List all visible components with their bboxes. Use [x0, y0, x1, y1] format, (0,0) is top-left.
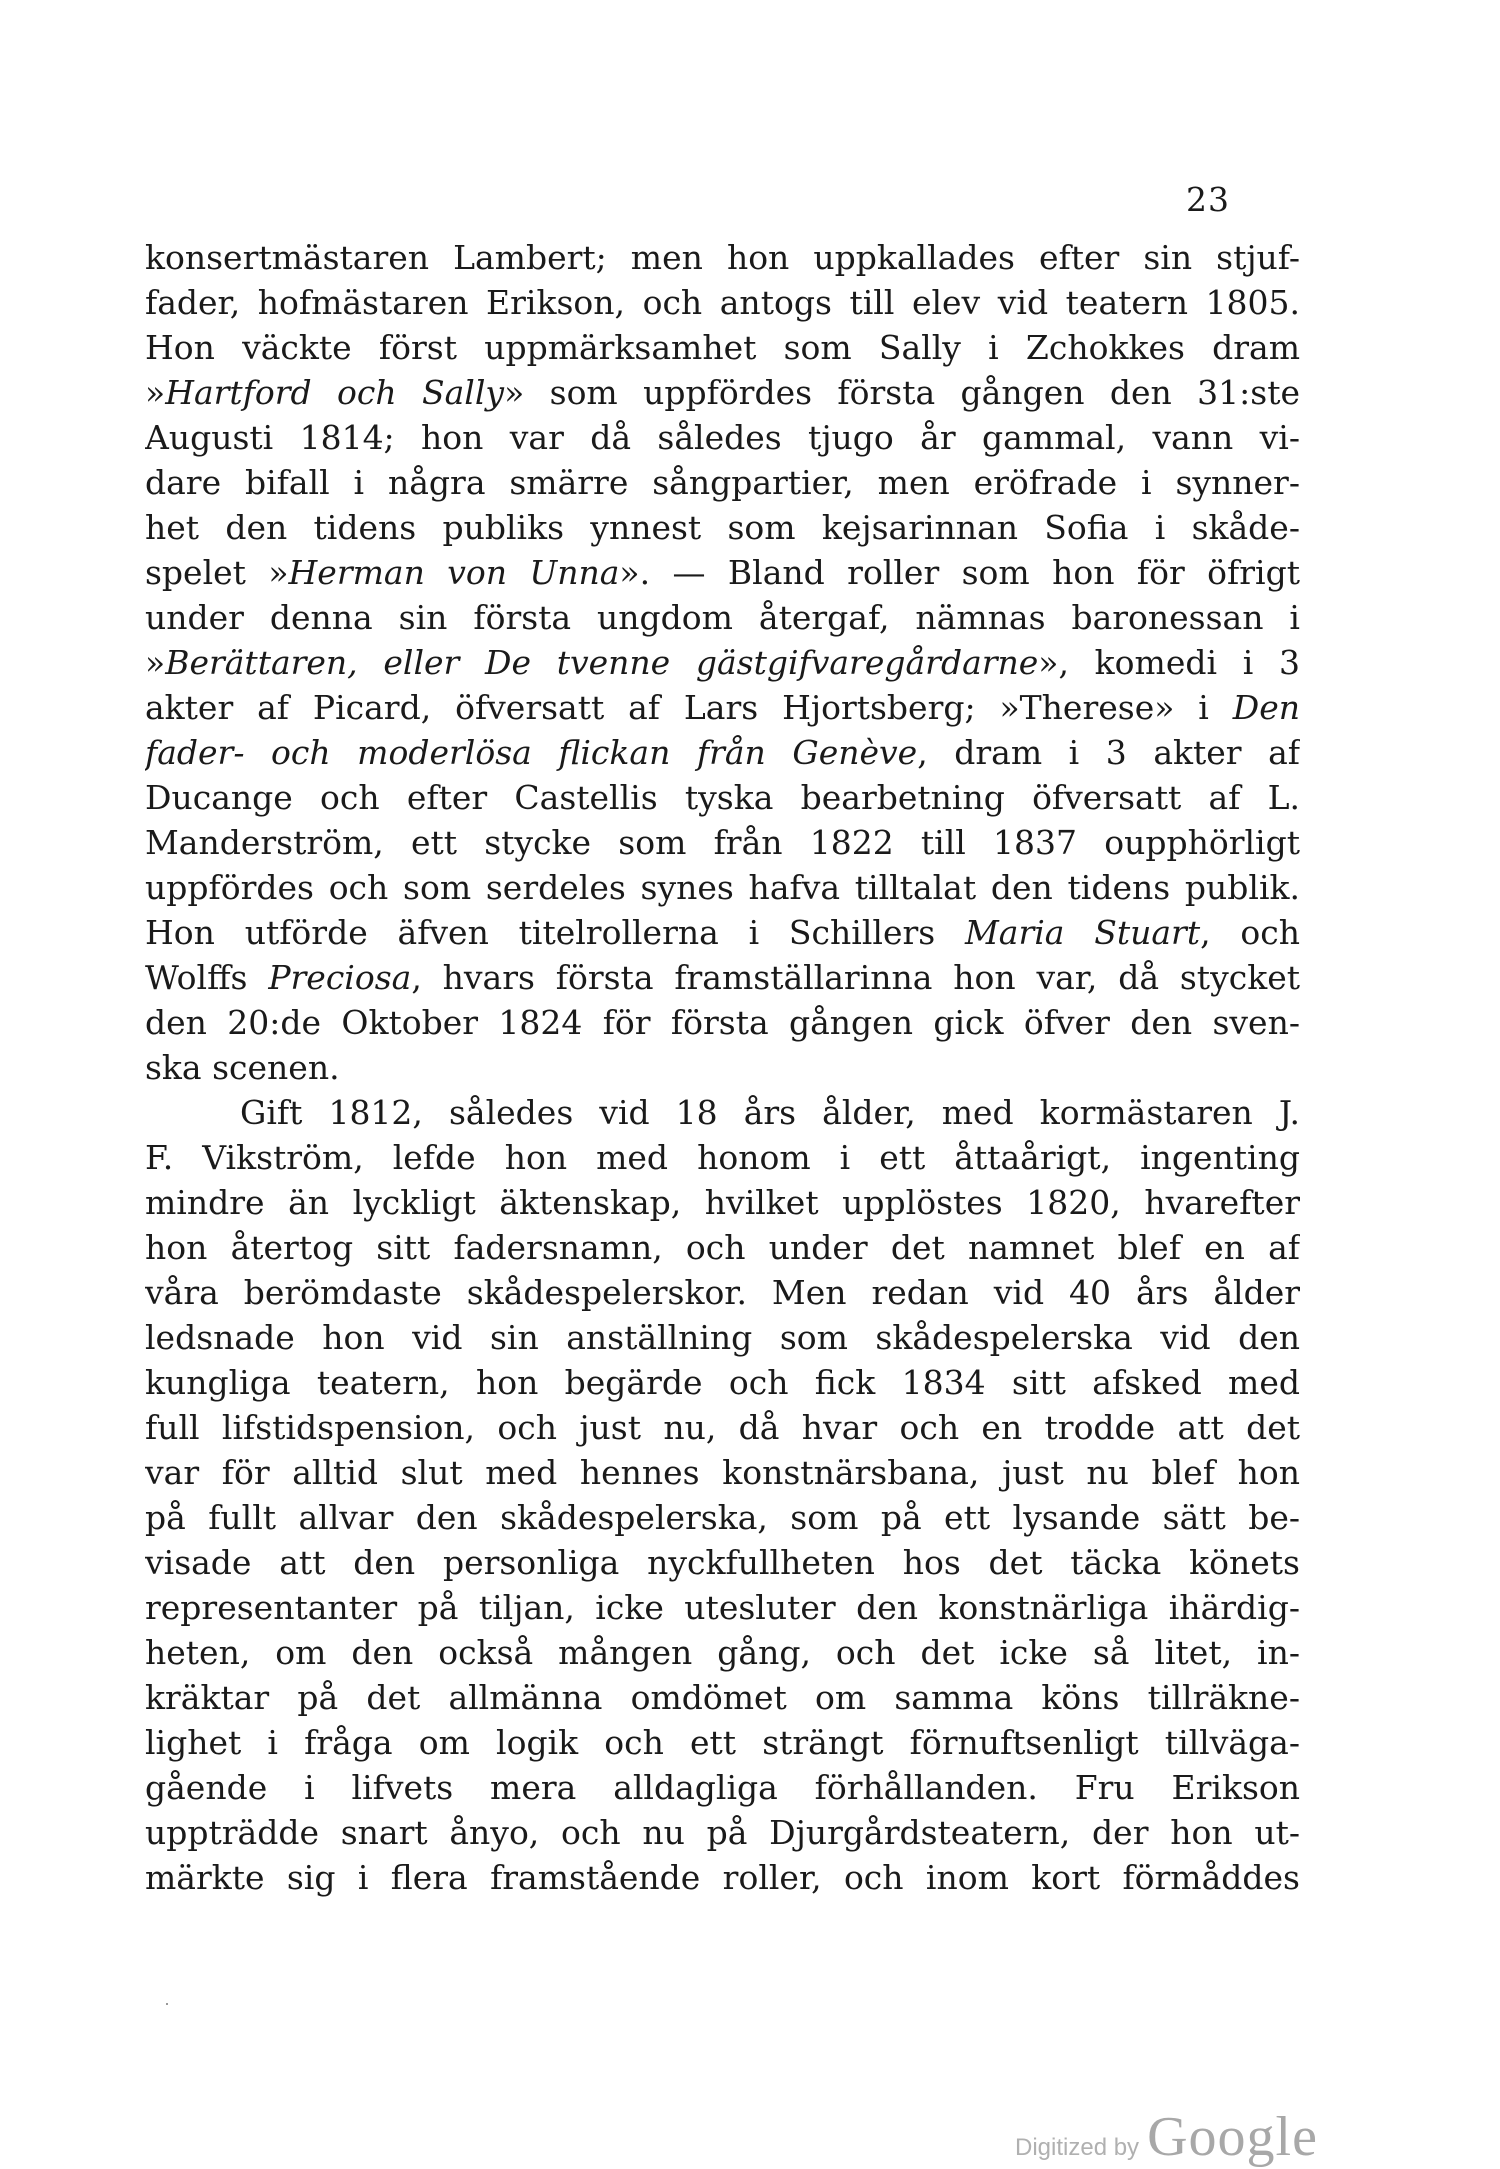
text-line	[145, 1180, 1300, 1225]
text-line	[145, 370, 1300, 415]
italic-title: Maria Stuart	[964, 913, 1201, 952]
text-line	[145, 1090, 1300, 1135]
scan-speck	[166, 2003, 168, 2005]
text-run: Hon väckte först uppmärksamhet som Sally i Zchokkes dram	[145, 328, 1300, 367]
text-line	[145, 595, 1300, 640]
text-line	[145, 235, 1300, 280]
text-line	[145, 505, 1300, 550]
text-run: spelet »	[145, 553, 289, 592]
text-run: Ducange och efter Castellis tyska bearbetning öfversatt af L.	[145, 778, 1300, 817]
text-line	[145, 1045, 1300, 1090]
text-run: ledsnade hon vid sin anställning som skådespelerska vid den	[145, 1318, 1300, 1357]
italic-title: Preciosa	[268, 958, 412, 997]
italic-title: Herman von Unna	[288, 553, 620, 592]
text-line	[145, 550, 1300, 595]
text-run: under denna sin första ungdom återgaf, nämnas baronessan i	[145, 598, 1300, 637]
page-number: 23	[1186, 180, 1230, 219]
text-line	[145, 1450, 1300, 1495]
text-line	[145, 1585, 1300, 1630]
text-run: »	[145, 373, 166, 412]
text-line	[145, 280, 1300, 325]
text-line	[145, 730, 1300, 775]
text-line	[145, 1315, 1300, 1360]
text-line	[145, 865, 1300, 910]
text-run: het den tidens publiks ynnest som kejsarinnan Sofia i skåde-	[145, 508, 1300, 547]
text-run: Wolffs	[145, 958, 269, 997]
text-run: var för alltid slut med hennes konstnärsbana, just nu blef hon	[145, 1453, 1300, 1492]
text-run: dare bifall i några smärre sångpartier, men eröfrade i synner-	[145, 463, 1300, 502]
text-run: mindre än lyckligt äktenskap, hvilket upplöstes 1820, hvarefter	[145, 1183, 1300, 1222]
text-run: », komedi i 3	[1038, 643, 1300, 682]
text-run: » som uppfördes första gången den 31:ste	[504, 373, 1300, 412]
text-line	[145, 1000, 1300, 1045]
body-text	[145, 235, 1300, 1900]
text-run: uppfördes och som serdeles synes hafva tilltalat den tidens publik.	[145, 868, 1300, 907]
text-line	[145, 1810, 1300, 1855]
text-run: våra berömdaste skådespelerskor. Men redan vid 40 års ålder	[145, 1273, 1300, 1312]
text-line	[145, 460, 1300, 505]
text-run: gående i lifvets mera alldagliga förhållanden. Fru Erikson	[145, 1768, 1300, 1807]
text-run: konsertmästaren Lambert; men hon uppkallades efter sin stjuf-	[145, 238, 1300, 277]
digitized-watermark	[1015, 2105, 1318, 2168]
italic-title: fader- och moderlösa flickan från Genève	[145, 733, 918, 772]
text-run: hon återtog sitt fadersnamn, och under det namnet blef en af	[145, 1228, 1300, 1267]
text-run: , och	[1200, 913, 1300, 952]
text-run: Hon utförde äfven titelrollerna i Schillers	[145, 913, 965, 952]
text-line	[145, 910, 1300, 955]
text-line	[145, 775, 1300, 820]
text-line	[145, 820, 1300, 865]
text-run: Gift 1812, således vid 18 års ålder, med kormästaren J.	[240, 1093, 1300, 1132]
text-run: visade att den personliga nyckfullheten hos det täcka könets	[145, 1543, 1300, 1582]
text-run: fader, hofmästaren Erikson, och antogs till elev vid teatern 1805.	[145, 283, 1300, 322]
text-run: ska scenen.	[145, 1048, 340, 1087]
digitized-prefix: Digitized by	[1015, 2134, 1140, 2161]
text-line	[145, 1765, 1300, 1810]
text-line	[145, 1495, 1300, 1540]
text-run: ». — Bland roller som hon för öfrigt	[619, 553, 1300, 592]
text-line	[145, 640, 1300, 685]
text-run: märkte sig i flera framstående roller, och inom kort förmåddes	[145, 1858, 1300, 1897]
text-line	[145, 1135, 1300, 1180]
text-run: F. Vikström, lefde hon med honom i ett åttaårigt, ingenting	[145, 1138, 1300, 1177]
text-run: »	[145, 643, 166, 682]
italic-title: Den	[1232, 688, 1300, 727]
text-run: full lifstidspension, och just nu, då hvar och en trodde att det	[145, 1408, 1300, 1447]
text-line	[145, 1630, 1300, 1675]
text-run: uppträdde snart ånyo, och nu på Djurgårdsteatern, der hon ut-	[145, 1813, 1300, 1852]
text-run: , dram i 3 akter af	[917, 733, 1300, 772]
text-line	[145, 1720, 1300, 1765]
text-run: kungliga teatern, hon begärde och fick 1834 sitt afsked med	[145, 1363, 1300, 1402]
text-line	[145, 1675, 1300, 1720]
text-run: Manderström, ett stycke som från 1822 till 1837 oupphörligt	[145, 823, 1300, 862]
text-run: på fullt allvar den skådespelerska, som på ett lysande sätt be-	[145, 1498, 1300, 1537]
text-run: akter af Picard, öfversatt af Lars Hjortsberg; »Therese» i	[145, 688, 1233, 727]
text-run: Augusti 1814; hon var då således tjugo år gammal, vann vi-	[145, 418, 1300, 457]
text-run: lighet i fråga om logik och ett strängt förnuftsenligt tillväga-	[145, 1723, 1300, 1762]
text-run: heten, om den också mången gång, och det icke så litet, in-	[145, 1633, 1300, 1672]
italic-title: Berättaren, eller De tvenne gästgifvaregårdarne	[165, 643, 1039, 682]
text-run: den 20:de Oktober 1824 för första gången gick öfver den sven-	[145, 1003, 1300, 1042]
text-run: representanter på tiljan, icke utesluter den konstnärliga ihärdig-	[145, 1588, 1300, 1627]
digitized-brand: Google	[1147, 2106, 1318, 2168]
text-line	[145, 325, 1300, 370]
text-run: kräktar på det allmänna omdömet om samma köns tillräkne-	[145, 1678, 1300, 1717]
text-line	[145, 1225, 1300, 1270]
text-line	[145, 1405, 1300, 1450]
text-run: , hvars första framställarinna hon var, då stycket	[411, 958, 1300, 997]
italic-title: Hartford och Sally	[165, 373, 505, 412]
text-line	[145, 415, 1300, 460]
text-line	[145, 955, 1300, 1000]
text-line	[145, 1270, 1300, 1315]
text-line	[145, 685, 1300, 730]
text-line	[145, 1855, 1300, 1900]
text-line	[145, 1360, 1300, 1405]
text-line	[145, 1540, 1300, 1585]
